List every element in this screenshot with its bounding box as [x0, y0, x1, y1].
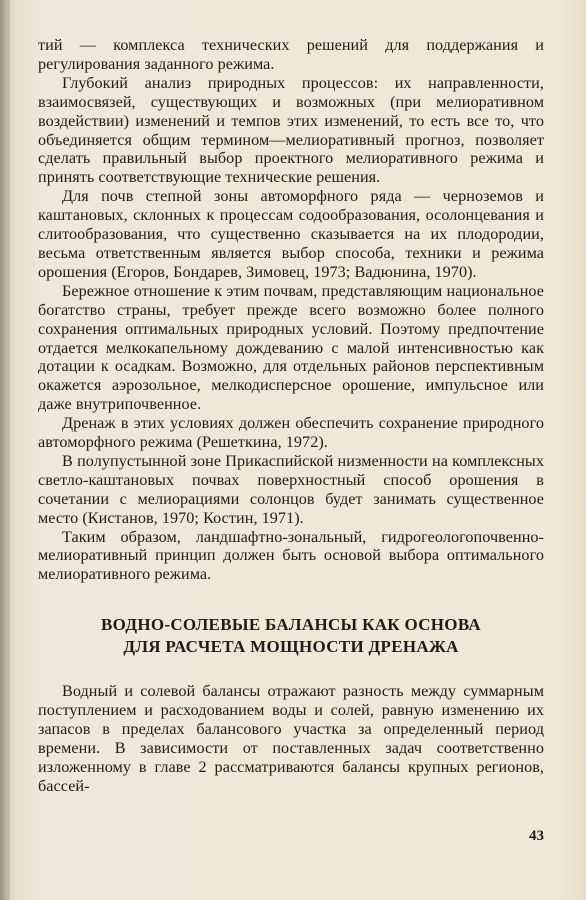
page-number: 43	[529, 828, 544, 844]
section-heading	[38, 614, 544, 658]
paragraph-water-salt-balance: Водный и солевой балансы отражают разность между суммарным поступлением и расходованием воды и солей, равную изменению их запасов в пределах балансового участка за определенный период времени. В зависимости от поставленных задач соответственно изложенному в главе 2 рассматриваются балансы крупных регионов, бассей-	[38, 682, 544, 795]
paragraph-forecast: Глубокий анализ природных процессов: их направленности, взаимосвязей, существующих и возможных (при мелиоративном воздействии) изменений и темпов этих изменений, то есть все то, что объединяется общим термином—мелиоративный прогноз, позволяет сделать правильный выбор проектного мелиоративного режима и принять соответствующие технические решения.	[38, 73, 544, 187]
paragraph-conclusion: Таким образом, ландшафтно-зональный, гидрогеологопочвенно-мелиоративный принцип должен быть основой выбора оптимального мелиоративного режима.	[38, 527, 544, 584]
paragraph-steppe-soils: Для почв степной зоны автоморфного ряда — черноземов и каштановых, склонных к процессам содообразования, осолонцевания и слитообразования, что существенно сказывается на их плодородии, весьма ответственным является выбор способа, техники и режима орошения (Егоров, Бондарев, Зимовец, 1973; Вадюнина, 1970).	[38, 187, 544, 281]
page-binding-shadow	[0, 0, 10, 900]
paragraph-continued: тий — комплекса технических решений для поддержания и регулирования заданного режима.	[38, 36, 544, 73]
page-text-block	[38, 36, 544, 796]
section-heading-line-2: ДЛЯ РАСЧЕТА МОЩНОСТИ ДРЕНАЖА	[123, 637, 459, 657]
paragraph-semidesert: В полупустынной зоне Прикаспийской низменности на комплексных светло-каштановых почвах поверхностный способ орошения в сочетании с мелиорациями солонцов будет занимать существенное место (Кистанов, 1970; Костин, 1971).	[38, 451, 544, 527]
section-heading-line-1: ВОДНО-СОЛЕВЫЕ БАЛАНСЫ КАК ОСНОВА	[101, 615, 481, 635]
paragraph-drainage: Дренаж в этих условиях должен обеспечить сохранение природного автоморфного режима (Решеткина, 1972).	[38, 414, 544, 452]
paragraph-careful-attitude: Бережное отношение к этим почвам, представляющим национальное богатство страны, требует прежде всего возможно более полного сохранения оптимальных природных условий. Поэтому предпочтение отдается мелкокапельному дождеванию с малой интенсивностью как дотации к осадкам. Возможно, для отдельных районов перспективным окажется аэрозольное, мелкодисперсное орошение, импульсное или даже внутрипочвенное.	[38, 281, 544, 414]
